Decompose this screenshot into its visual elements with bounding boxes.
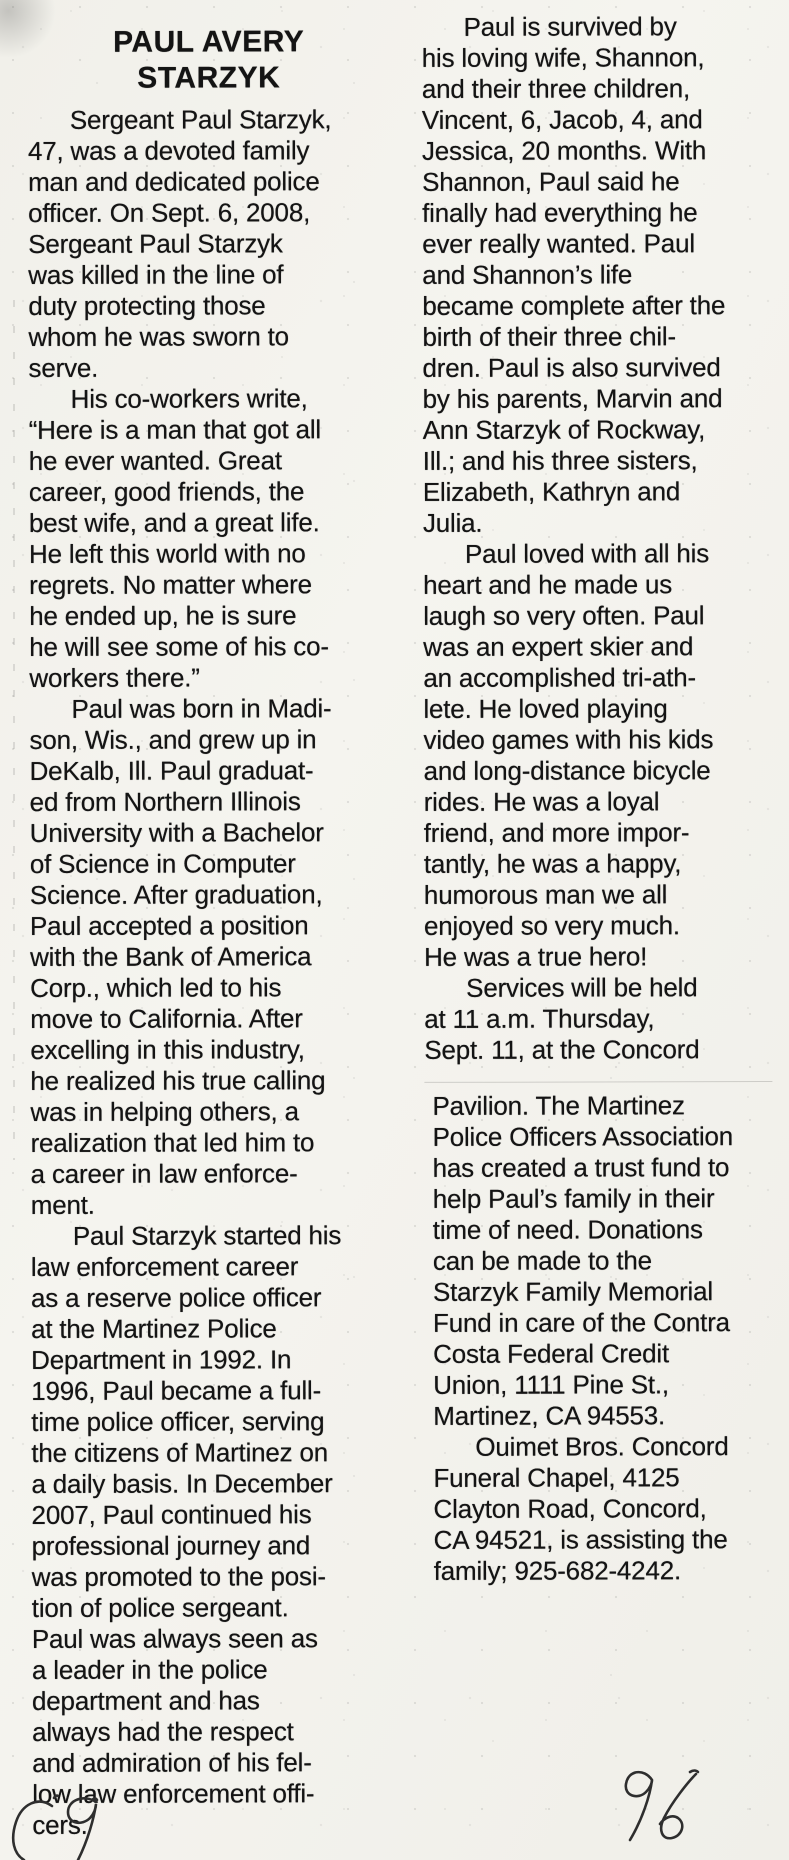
pasted-clipping-section <box>424 1081 773 1587</box>
obituary-paragraph-trust-fund: Pavilion. The Martinez Police Officers Association has created a trust fund to help Paul’s family in their time of need. Donations can be made to the Starzyk Family Memorial Fund in care of the Contra Costa Federal Credit Union, 1111 Pine St., Martinez, CA 94553. <box>432 1090 734 1431</box>
right-column <box>422 0 774 1587</box>
handwritten-mark-96 <box>608 1758 718 1850</box>
obituary-paragraph-funeral-chapel: Ouimet Bros. Concord Funeral Chapel, 4125 Clayton Road, Concord, CA 94521, is assisting the family; 925-682-4242. <box>433 1431 729 1586</box>
obituary-paragraph-early-life: Paul was born in Madi- son, Wis., and grew up in DeKalb, Ill. Paul graduat- ed from Northern Illinois University with a Bachelor of Science in Computer Science. After graduation, Paul accepted a position with the Bank of America Corp., which led to his move to California. After excelling in this industry, he realized his true calling was in helping others, a realization that led him to a career in law enforce- ment. <box>29 693 332 1220</box>
obituary-paragraph-survivors: Paul is survived by his loving wife, Shannon, and their three children, Vincent, 6, Jacob, 4, and Jessica, 20 months. With Shannon, Paul said he finally had everything he ever really wanted. Paul and Shannon’s life became complete after the birth of their three chil- dren. Paul is also survived by his parents, Marvin and Ann Starzyk of Rockway, Ill.; and his three sisters, Elizabeth, Kathryn and Julia. <box>421 11 726 538</box>
handwritten-mark-69 <box>8 1792 128 1860</box>
obituary-paragraph-intro: Sergeant Paul Starzyk, 47, was a devoted family man and dedicated police officer. On Sept. 6, 2008, Sergeant Paul Starzyk was killed in the line of duty protecting those whom he was sworn to serve. <box>27 104 332 383</box>
left-column <box>28 0 395 1841</box>
obituary-paragraph-career: Paul Starzyk started his law enforcement career as a reserve police officer at the Martinez Police Department in 1992. In 1996, Paul became a full- time police officer, serving the citizens of Martinez on a daily basis. In December 2007, Paul continued his professional journey and was promoted to the posi- tion of police sergeant. Paul was always seen as a leader in the police department and has always had the respect and admiration of his fel- low law enforcement offi- cers. <box>30 1220 342 1840</box>
obituary-paragraph-tribute: Paul loved with all his heart and he made us laugh so very often. Paul was an expert skier and an accomplished tri-ath- lete. He loved playing video games with his kids and long-distance bicycle rides. He was a loyal friend, and more impor- tantly, he was a happy, humorous man we all enjoyed so very much. He was a true hero! <box>423 538 714 972</box>
obituary-paragraph-coworkers-quote: His co-workers write, “Here is a man that got all he ever wanted. Great career, good friends, the best wife, and a great life. He left this world with no regrets. No matter where he ended up, he is sure he will see some of his co- workers there.” <box>28 383 329 693</box>
obituary-headline: PAUL AVERY STARZYK <box>113 25 305 95</box>
obituary-paragraph-services: Services will be held at 11 a.m. Thursday, Sept. 11, at the Concord <box>424 972 700 1065</box>
